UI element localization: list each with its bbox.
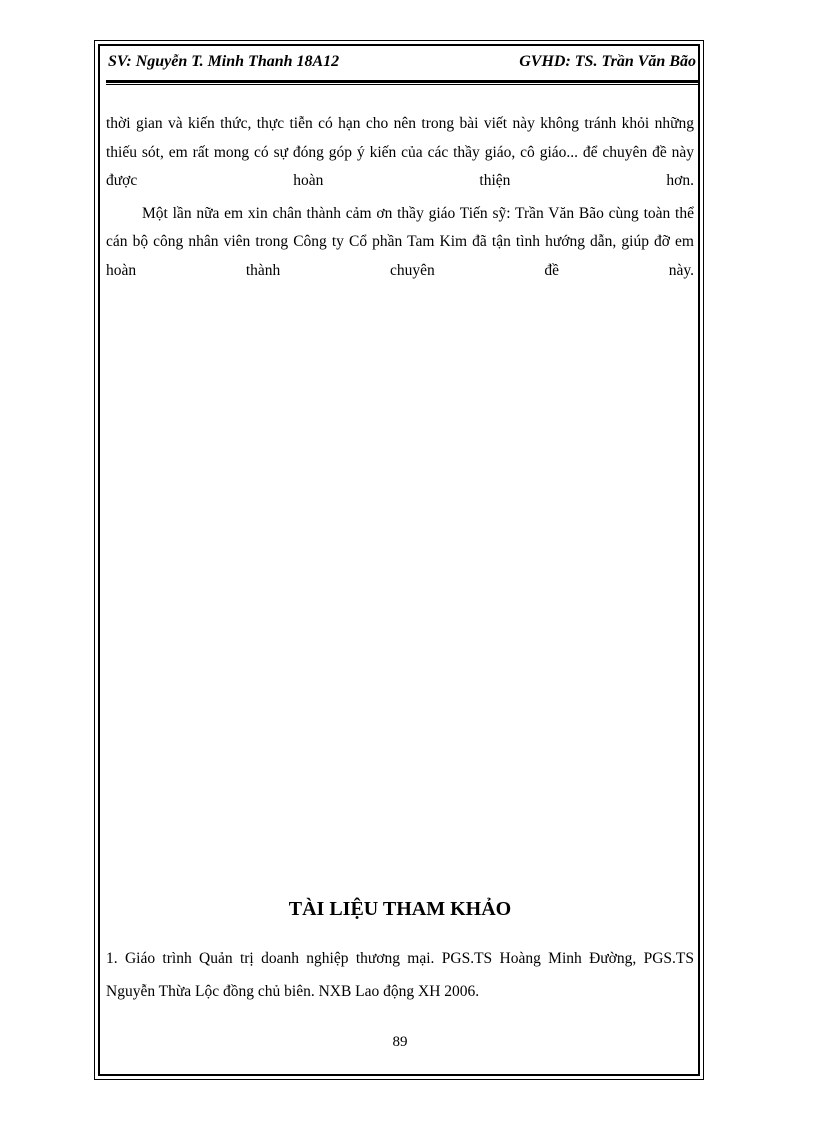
references-list (106, 942, 694, 1008)
references-title: TÀI LIỆU THAM KHẢO (288, 898, 512, 920)
paragraph-continued: thời gian và kiến thức, thực tiễn có hạn cho nên trong bài viết này không tránh khỏi những thiếu sót, em rất mong có sự đóng góp ý kiến của các thầy giáo, cô giáo... để chuyên đề này được hoàn thiện hơn. (106, 115, 694, 189)
advisor-name: GVHD: TS. Trần Văn Bão (519, 53, 696, 70)
student-name: SV: Nguyễn T. Minh Thanh 18A12 (108, 53, 340, 70)
reference-item: 1. Giáo trình Quản trị doanh nghiệp thương mại. PGS.TS Hoàng Minh Đường, PGS.TS Nguyễn Thừa Lộc đồng chủ biên. NXB Lao động XH 2006. (106, 950, 694, 1000)
page-number: 89 (392, 1034, 408, 1050)
paragraph-thanks: Một lần nữa em xin chân thành cảm ơn thầy giáo Tiến sỹ: Trần Văn Bão cùng toàn thể cán bộ công nhân viên trong Công ty Cổ phần Tam Kim đã tận tình hướng dẫn, giúp đỡ em hoàn thành chuyên đề này. (106, 204, 694, 279)
header-rule (106, 80, 698, 85)
page-header (108, 53, 696, 77)
body-text (106, 110, 694, 285)
